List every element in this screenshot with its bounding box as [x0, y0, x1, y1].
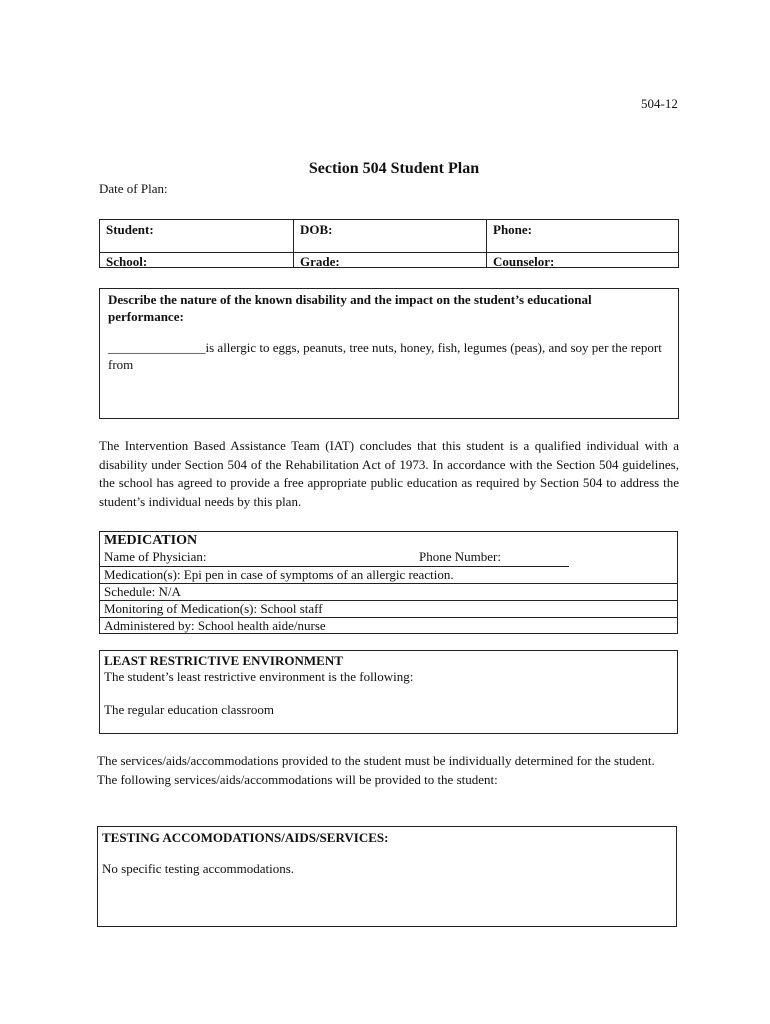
lre-heading: LEAST RESTRICTIVE ENVIRONMENT: [104, 653, 343, 668]
lre-line-1: The student’s least restrictive environment is the following:: [104, 669, 414, 684]
testing-heading: TESTING ACCOMODATIONS/AIDS/SERVICES:: [102, 830, 389, 845]
disability-description: _______________is allergic to eggs, peanuts, tree nuts, honey, fish, legumes (peas), and soy per the report from: [108, 340, 662, 372]
physician-phone-label: Phone Number:: [419, 549, 501, 564]
testing-section: [97, 826, 677, 927]
medication-heading: MEDICATION: [104, 533, 198, 548]
lre-section: [99, 650, 678, 734]
services-line-2: The following services/aids/accommodations will be provided to the student:: [97, 772, 498, 787]
disability-heading: Describe the nature of the known disability and the impact on the student’s educational performance:: [108, 292, 592, 324]
date-of-plan-label: Date of Plan:: [99, 181, 168, 196]
testing-description: No specific testing accommodations.: [102, 861, 295, 876]
dob-label: DOB:: [300, 222, 333, 237]
school-label: School:: [106, 254, 148, 269]
medication-table: [99, 531, 678, 634]
document-number: 504-12: [641, 96, 678, 111]
disability-section: [99, 288, 679, 419]
medications-row: Medication(s): Epi pen in case of symptoms of an allergic reaction.: [104, 567, 454, 582]
iat-paragraph: The Intervention Based Assistance Team (IAT) concludes that this student is a qualified individual with a disability under Section 504 of the Rehabilitation Act of 1973. In accordance with the Section 504 guidelines, the school has agreed to provide a free appropriate public education as required by Section 504 to address the student’s individual needs by this plan.: [99, 438, 679, 509]
student-label: Student:: [106, 222, 154, 237]
services-line-1: The services/aids/accommodations provided to the student must be individually determined for the student.: [97, 753, 655, 768]
page-title: Section 504 Student Plan: [308, 160, 480, 177]
monitoring-row: Monitoring of Medication(s): School staff: [104, 601, 323, 616]
schedule-row: Schedule: N/A: [104, 584, 181, 599]
counselor-label: Counselor:: [493, 254, 555, 269]
physician-label: Name of Physician:: [104, 549, 207, 564]
services-paragraph: [97, 751, 697, 789]
lre-line-2: The regular education classroom: [104, 702, 275, 717]
grade-label: Grade:: [300, 254, 340, 269]
phone-label: Phone:: [493, 222, 532, 237]
student-info-table: [99, 219, 679, 268]
administered-row: Administered by: School health aide/nurse: [104, 618, 326, 633]
